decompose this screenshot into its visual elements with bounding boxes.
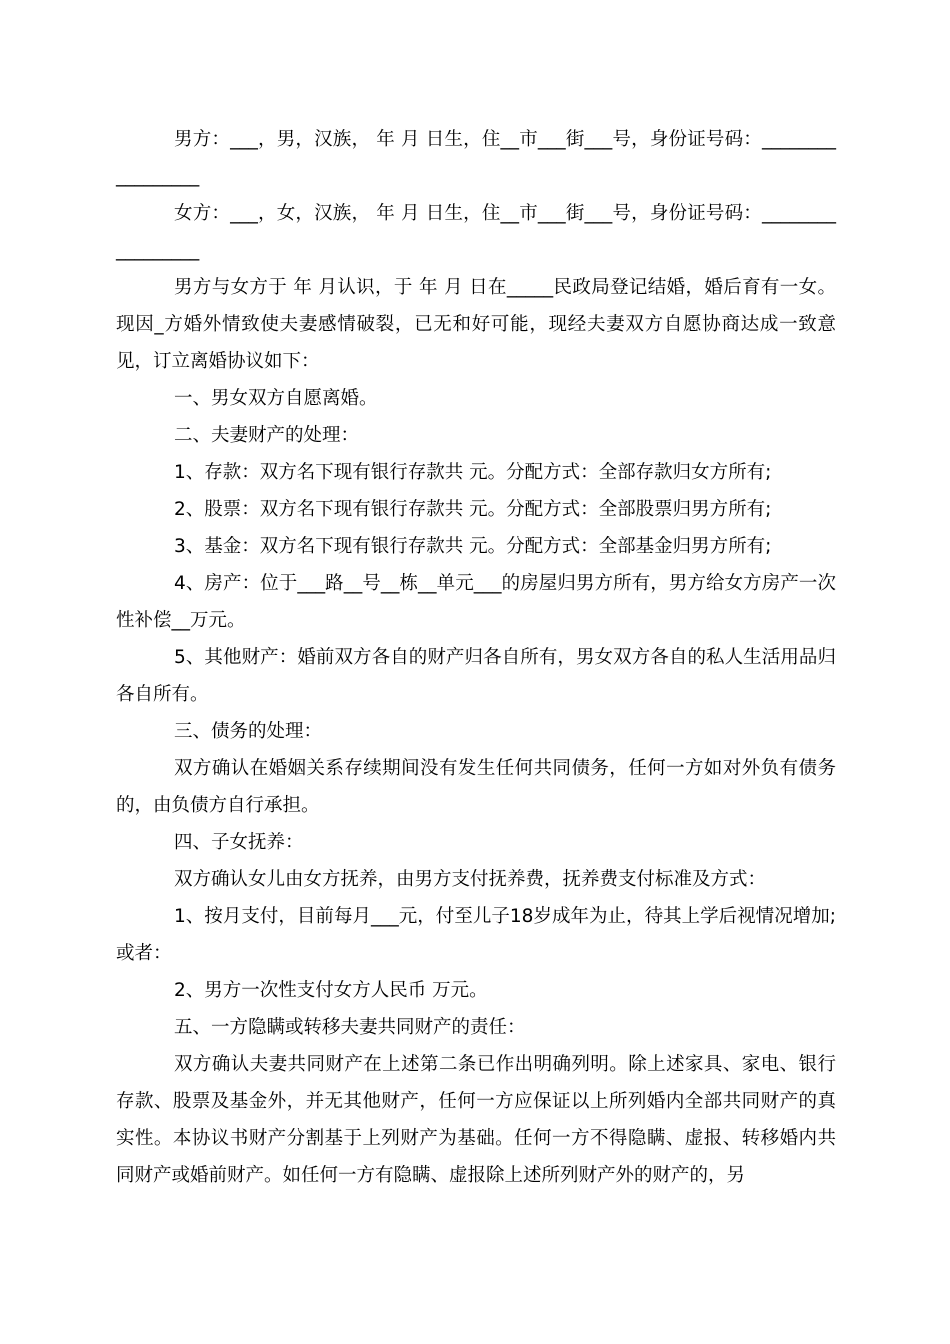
- clause-3-heading: 三、债务的处理：: [174, 721, 323, 742]
- clause-3-body: 双方确认在婚姻关系存续期间没有发生任何共同债务，任何一方如对外负有债务的，由负债方自行承担。: [116, 758, 836, 816]
- clause-4-heading: 四、子女抚养：: [174, 832, 304, 853]
- document-page: [116, 121, 836, 1194]
- preamble-paragraph: 男方与女方于 年 月认识，于 年 月 日在_____民政局登记结婚，婚后育有一女。现因_方婚外情致使夫妻感情破裂，已无和好可能，现经夫妻双方自愿协商达成一致意见，订立离婚协议如下：: [116, 277, 836, 372]
- clause-2-item-stocks: 2、股票：双方名下现有银行存款共 元。分配方式：全部股票归男方所有;: [174, 499, 772, 520]
- clause-5-body: 双方确认夫妻共同财产在上述第二条已作出明确列明。除上述家具、家电、银行存款、股票及基金外，并无其他财产，任何一方应保证以上所列婚内全部共同财产的真实性。本协议书财产分割基于上列财产为基础。任何一方不得隐瞒、虚报、转移婚内共同财产或婚前财产。如任何一方有隐瞒、虚报除上述所列财产外的财产的，另: [116, 1054, 836, 1186]
- clause-2-heading: 二、夫妻财产的处理：: [174, 425, 360, 446]
- party-male-info: 男方：___，男，汉族， 年 月 日生，住__市___街___号，身份证号码：_________________: [116, 129, 836, 187]
- clause-5-heading: 五、一方隐瞒或转移夫妻共同财产的责任：: [174, 1017, 526, 1038]
- party-female-info: 女方：___，女，汉族， 年 月 日生，住__市___街___号，身份证号码：_________________: [116, 203, 836, 261]
- clause-4-item-lump-sum: 2、男方一次性支付女方人民币 万元。: [174, 980, 488, 1001]
- clause-2-item-property: 4、房产：位于___路__号__栋__单元___的房屋归男方所有，男方给女方房产一次性补偿__万元。: [116, 573, 836, 631]
- clause-2-item-other: 5、其他财产：婚前双方各自的财产归各自所有，男女双方各自的私人生活用品归各自所有。: [116, 647, 836, 705]
- clause-2-item-deposit: 1、存款：双方名下现有银行存款共 元。分配方式：全部存款归女方所有;: [174, 462, 772, 483]
- clause-2-item-funds: 3、基金：双方名下现有银行存款共 元。分配方式：全部基金归男方所有;: [174, 536, 772, 557]
- clause-4-item-monthly: 1、按月支付，目前每月___元，付至儿子18岁成年为止，待其上学后视情况增加;或者：: [116, 906, 836, 964]
- clause-4-body: 双方确认女儿由女方抚养，由男方支付抚养费，抚养费支付标准及方式：: [174, 869, 767, 890]
- clause-1-heading: 一、男女双方自愿离婚。: [174, 388, 378, 409]
